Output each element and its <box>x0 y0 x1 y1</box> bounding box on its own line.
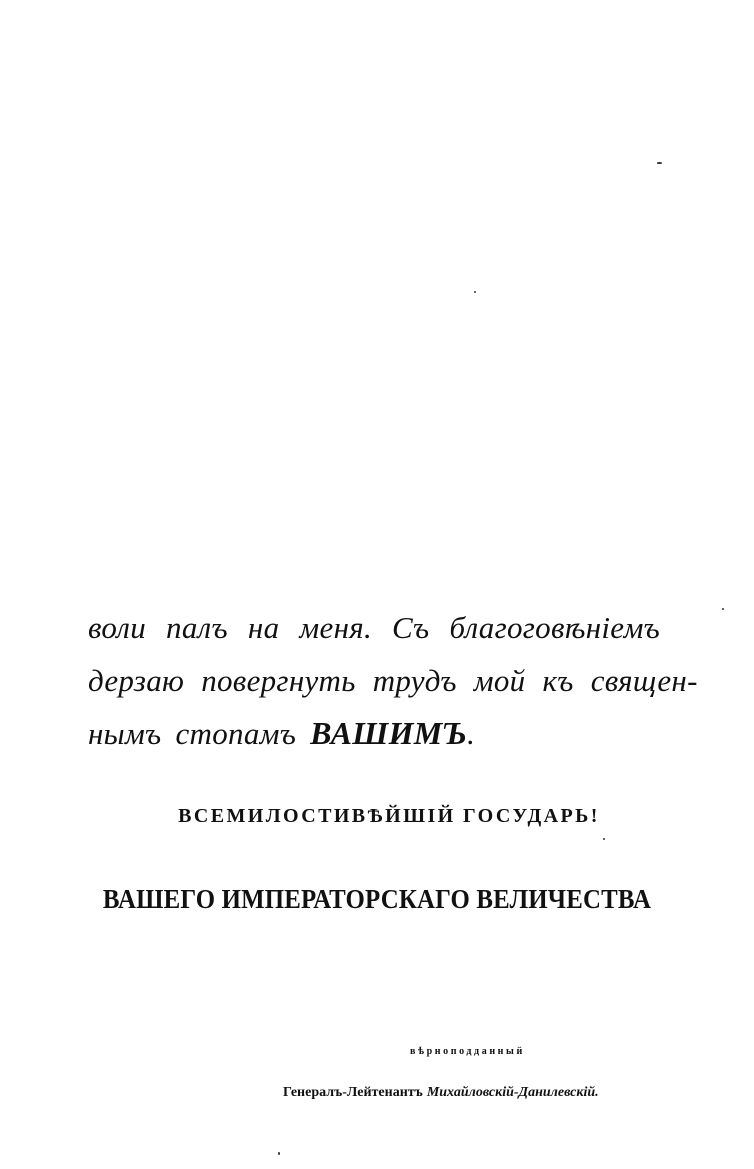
emphasis-vashim: ВАШИМЪ <box>310 715 468 751</box>
text-line-3-end: . <box>467 716 476 751</box>
text-line-1: воли палъ на меня. Съ благоговѣніемъ <box>88 610 661 645</box>
text-line-3 <box>88 717 678 749</box>
text-line-2: дерзаю повергнуть трудъ мой къ священ- <box>88 663 698 698</box>
majesty-heading: ВАШЕГО ИМПЕРАТОРСКАГО ВЕЛИЧЕСТВА <box>102 884 652 914</box>
page-speck <box>474 291 476 293</box>
page-speck <box>722 608 724 610</box>
signature-rank: Генералъ-Лейтенантъ <box>283 1085 423 1100</box>
loyal-subject-label: вѣрноподданный <box>410 1046 525 1057</box>
page-speck <box>278 1152 280 1155</box>
signature-name: Михайловскій-Данилевскій. <box>426 1085 599 1100</box>
salutation: ВСЕМИЛОСТИВѢЙШІЙ ГОСУДАРЬ! <box>178 805 600 827</box>
page-speck <box>603 838 605 840</box>
text-line-3-start: нымъ стопамъ <box>88 716 311 751</box>
page-speck <box>657 162 662 164</box>
signature-line <box>283 1085 599 1101</box>
